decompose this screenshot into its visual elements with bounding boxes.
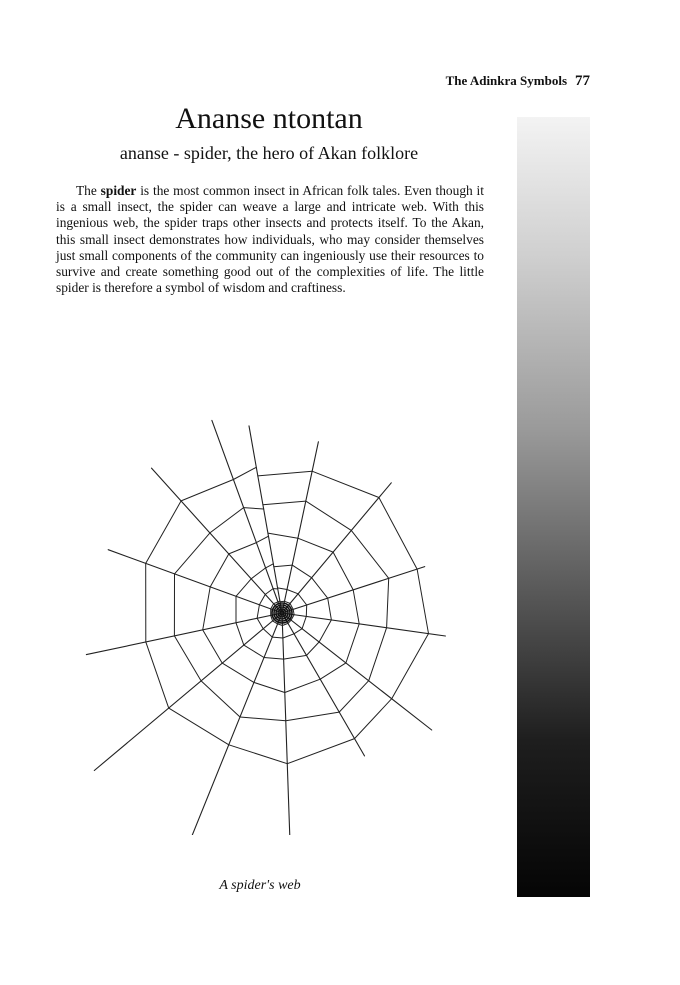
web-spiral-thread — [236, 623, 244, 645]
web-spiral-thread — [307, 642, 320, 655]
web-spiral-thread — [236, 579, 251, 597]
symbol-title: Ananse ntontan — [175, 102, 363, 135]
web-spiral-thread — [278, 588, 287, 590]
web-spiral-thread — [294, 629, 302, 634]
web-spiral-thread — [285, 679, 320, 692]
running-title: The Adinkra Symbols — [445, 73, 567, 88]
web-spiral-thread — [201, 681, 240, 717]
web-spiral-thread — [174, 636, 201, 681]
web-spiral-thread — [210, 508, 244, 533]
web-spiral-thread — [387, 578, 389, 627]
web-spiral-thread — [272, 637, 283, 638]
web-spiral-thread — [222, 663, 254, 682]
web-radial-thread — [192, 613, 282, 835]
description-paragraph — [56, 183, 484, 296]
web-spiral-thread — [244, 645, 264, 657]
web-spiral-thread — [353, 590, 359, 624]
web-radial-thread — [94, 613, 282, 771]
web-spiral-thread — [346, 624, 359, 663]
web-spiral-thread — [417, 569, 428, 634]
web-spiral-thread — [146, 501, 181, 564]
web-spiral-thread — [210, 554, 229, 587]
symbol-subtitle: ananse - spider, the hero of Akan folklore — [119, 143, 419, 163]
running-header — [446, 73, 590, 90]
web-spiral-thread — [379, 498, 417, 570]
web-spiral-thread — [203, 630, 223, 663]
web-spiral-thread — [240, 717, 286, 721]
web-spiral-thread — [328, 598, 332, 620]
page-number: 77 — [575, 73, 590, 89]
web-radial-thread — [249, 426, 282, 613]
web-spiral-thread — [254, 682, 285, 692]
web-spiral-thread — [251, 568, 265, 579]
web-spiral-thread — [392, 634, 429, 699]
paragraph-lead: The — [76, 183, 101, 198]
web-spiral-thread — [278, 624, 283, 626]
web-spiral-thread — [146, 642, 169, 708]
web-spiral-thread — [333, 552, 353, 590]
web-spiral-thread — [298, 538, 333, 552]
web-spiral-thread — [319, 620, 331, 642]
spider-web-icon — [50, 415, 470, 835]
web-spiral-thread — [287, 739, 354, 764]
figure-caption: A spider's web — [219, 878, 301, 893]
web-spiral-thread — [257, 618, 263, 628]
web-spiral-thread — [244, 508, 264, 509]
paragraph-bold-word: spider — [100, 183, 137, 198]
web-radial-thread — [282, 613, 290, 835]
web-spiral-thread — [293, 609, 294, 614]
web-spiral-thread — [263, 501, 306, 505]
web-spiral-thread — [306, 501, 352, 530]
web-spiral-thread — [339, 681, 369, 712]
web-spiral-thread — [175, 533, 210, 574]
web-spiral-thread — [169, 708, 229, 745]
web-spiral-thread — [292, 565, 311, 578]
web-spiral-thread — [229, 745, 287, 764]
web-spiral-thread — [351, 530, 388, 578]
web-spiral-thread — [274, 565, 292, 567]
web-spiral-thread — [268, 533, 298, 538]
decorative-gradient-bar — [517, 117, 590, 897]
web-spiral-thread — [256, 536, 268, 542]
web-spiral-thread — [264, 658, 284, 660]
web-spiral-thread — [283, 634, 294, 638]
web-spiral-thread — [257, 605, 259, 619]
web-spiral-thread — [312, 471, 379, 497]
web-spiral-thread — [355, 699, 392, 739]
web-spiral-thread — [312, 578, 328, 599]
web-spiral-thread — [369, 628, 387, 681]
web-spiral-thread — [263, 629, 272, 637]
paragraph-rest: is the most common insect in African folk tales. Even though it is a small insect, the spider can weave a large and intricate web. With this ingenious web, the spider traps other insects and protects itself. To the Akan, this small insect demonstrates how individuals, who may consider themselves just small components of the community can ingeniously use their resources to survive and create something good out of the complexities of life. The little spider is therefore a symbol of wisdom and craftiness. — [56, 183, 484, 296]
web-spiral-thread — [320, 663, 346, 679]
web-radial-thread — [86, 613, 282, 655]
web-spiral-thread — [265, 589, 273, 595]
web-spiral-thread — [302, 616, 306, 628]
web-spiral-thread — [259, 594, 265, 604]
web-spiral-thread — [298, 594, 307, 605]
web-spiral-thread — [233, 467, 256, 479]
web-spiral-thread — [258, 471, 312, 476]
web-spiral-thread — [266, 564, 274, 568]
web-radial-thread — [152, 468, 283, 613]
web-radial-thread — [108, 550, 282, 613]
web-spiral-thread — [286, 712, 339, 721]
web-radial-thread — [282, 442, 318, 613]
web-spiral-thread — [203, 587, 211, 630]
web-spiral-thread — [287, 590, 298, 594]
web-spiral-thread — [229, 543, 257, 554]
web-spiral-thread — [284, 655, 307, 659]
web-spiral-thread — [181, 480, 233, 501]
